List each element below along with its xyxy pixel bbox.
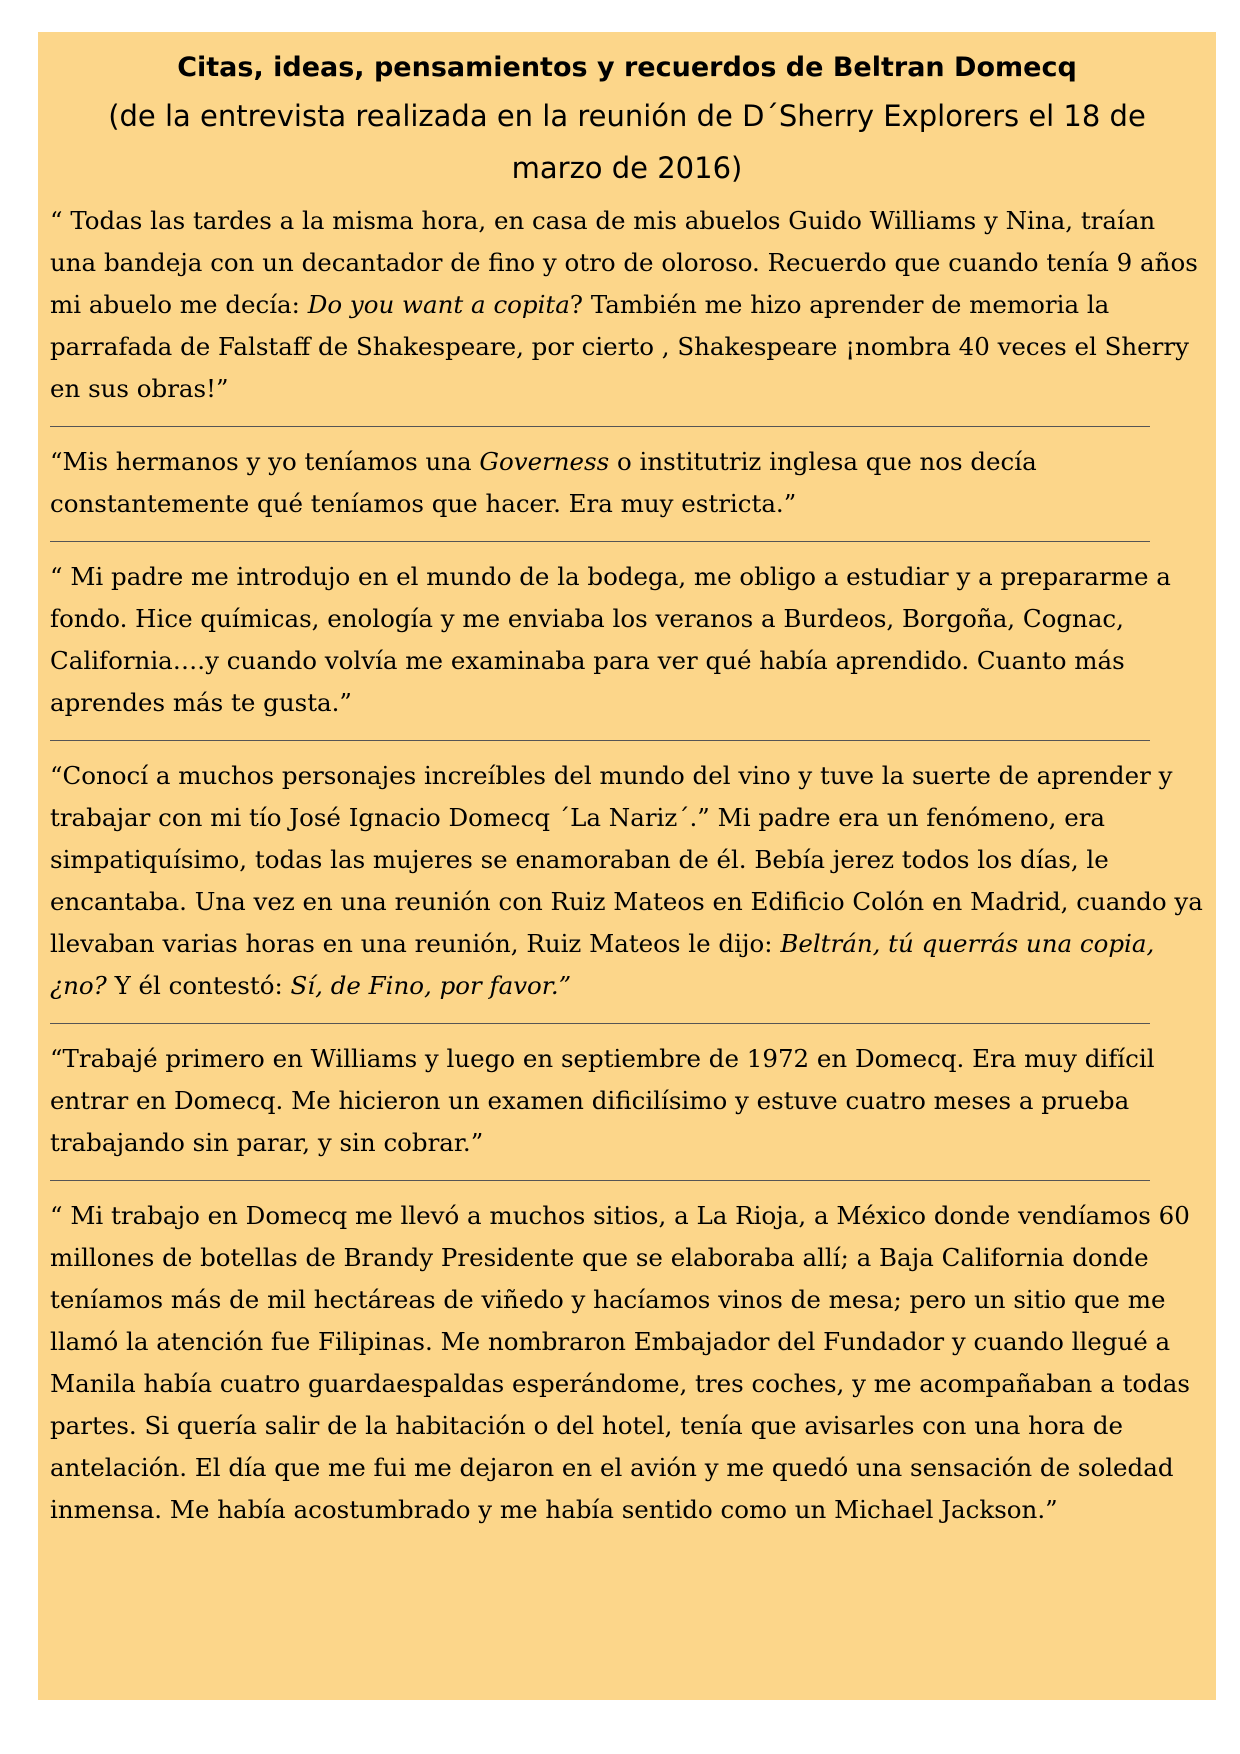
- header: [44, 46, 1210, 194]
- quote-4-text-a: “Conocí a muchos personajes increíbles del mundo del vino y tuve la suerte de aprender y trabajar con mi tío José Ignacio Domecq ´La Nariz´.” Mi padre era un fenómeno, era simpatiquísimo, todas las mujeres se enamoraban de él. Bebía jerez todos los días, le encantaba. Una vez en una reunión con Ruiz Mateos en Edificio Colón en Madrid, cuando ya llevaban varias horas en una reunión, Ruiz Mateos le dijo:: [50, 761, 1203, 958]
- quote-6-text: “ Mi trabajo en Domecq me llevó a muchos sitios, a La Rioja, a México donde vendíamos 60 millones de botellas de Brandy Presidente que se elaboraba allí; a Baja California donde teníamos más de mil hectáreas de viñedo y hacíamos vinos de mesa; pero un sitio que me llamó la atención fue Filipinas. Me nombraron Embajador del Fundador y cuando llegué a Manila había cuatro guardaespaldas esperándome, tres coches, y me acompañaban a todas partes. Si quería salir de la habitación o del hotel, tenía que avisarles con una hora de antelación. El día que me fui me dejaron en el avión y me quedó una sensación de soledad inmensa. Me había acostumbrado y me había sentido como un Michael Jackson.”: [50, 1201, 1190, 1524]
- page-subtitle: (de la entrevista realizada en la reunión de D´Sherry Explorers el 18 de marzo de 2016): [108, 99, 1146, 185]
- quote-2: [44, 441, 1210, 525]
- separator-line: [50, 1172, 1150, 1181]
- separator-line: [50, 1015, 1150, 1024]
- quote-6: [44, 1195, 1210, 1531]
- separator-line: [50, 418, 1150, 427]
- quote-4: [44, 755, 1210, 1007]
- quote-1-text-b: ? También me hizo aprender de memoria la parrafada de Falstaff de Shakespeare, por cierto , Shakespeare ¡nombra 40 veces el Sherry en sus obras!”: [50, 290, 1189, 403]
- quote-5-text: “Trabajé primero en Williams y luego en septiembre de 1972 en Domecq. Era muy difícil entrar en Domecq. Me hicieron un examen dificilísimo y estuve cuatro meses a prueba trabajando sin parar, y sin cobrar.”: [50, 1044, 1155, 1157]
- quote-1: [44, 200, 1210, 410]
- quote-4-text-b: Y él contestó:: [106, 971, 291, 1000]
- quote-4-italic-a: Beltrán, tú querrás una copia, ¿no?: [50, 929, 1155, 1000]
- quote-2-italic: Governess: [479, 447, 610, 476]
- separator-line: [50, 533, 1150, 542]
- quote-1-text-a: “ Todas las tardes a la misma hora, en casa de mis abuelos Guido Williams y Nina, traían una bandeja con un decantador de fino y otro de oloroso. Recuerdo que cuando tenía 9 años mi abuelo me decía:: [50, 206, 1198, 319]
- document-page: [38, 32, 1216, 1700]
- quote-3-text: “ Mi padre me introdujo en el mundo de la bodega, me obligo a estudiar y a prepararme a fondo. Hice químicas, enología y me enviaba los veranos a Burdeos, Borgoña, Cognac, California….y cuando volvía me examinaba para ver qué había aprendido. Cuanto más aprendes más te gusta.”: [50, 562, 1171, 717]
- quote-3: [44, 556, 1210, 724]
- page-title: Citas, ideas, pensamientos y recuerdos de Beltran Domecq: [177, 52, 1077, 83]
- quote-1-italic: Do you want a copita: [307, 290, 570, 319]
- quote-5: [44, 1038, 1210, 1164]
- quote-2-text-b: o institutriz inglesa que nos decía constantemente qué teníamos que hacer. Era muy estricta.”: [50, 447, 1037, 518]
- quote-4-italic-b: Sí, de Fino, por favor.”: [290, 971, 572, 1000]
- separator-line: [50, 732, 1150, 741]
- quote-2-text-a: “Mis hermanos y yo teníamos una: [50, 447, 480, 476]
